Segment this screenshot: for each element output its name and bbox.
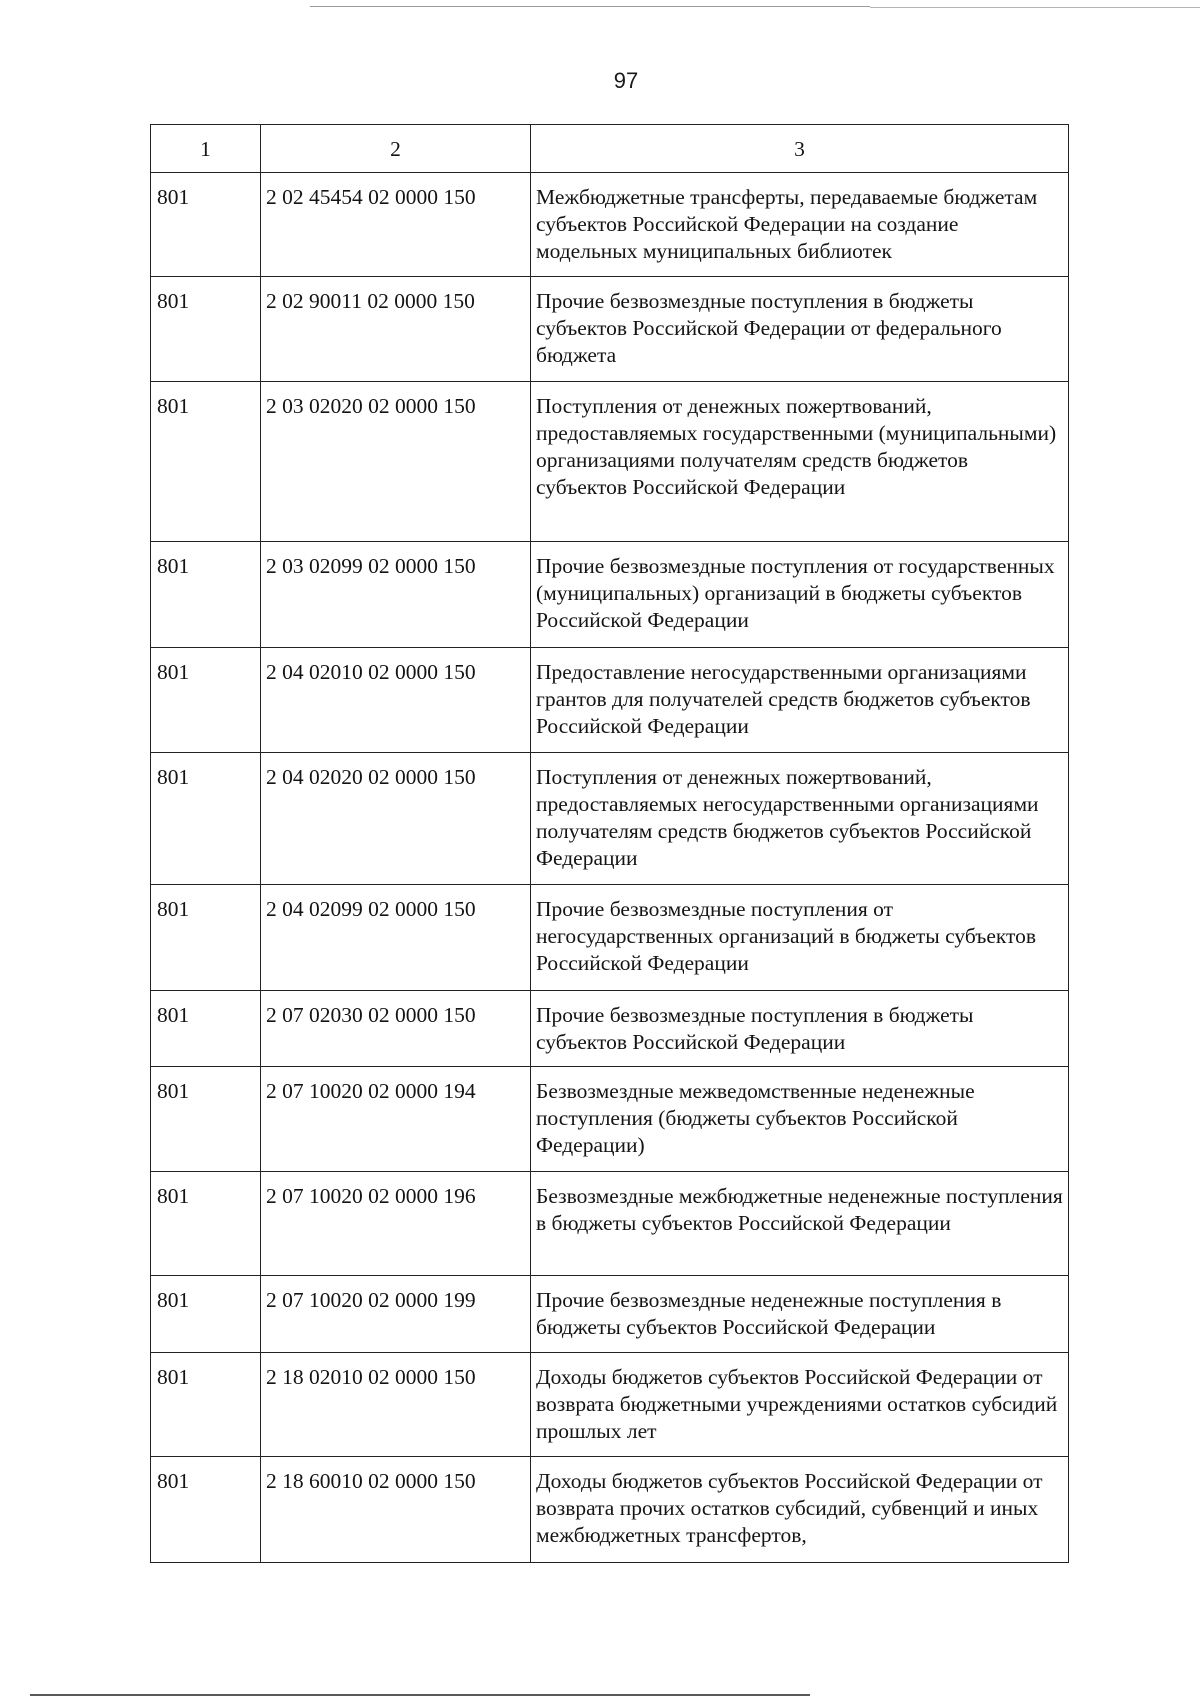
scan-edge-top-right — [870, 7, 1200, 8]
table-row — [151, 1353, 1069, 1457]
header-cell-1: 1 — [151, 125, 261, 173]
revenue-name-cell: Безвозмездные межбюджетные неденежные поступления в бюджеты субъектов Российской Федерации — [531, 1172, 1069, 1276]
header-cell-2: 2 — [261, 125, 531, 173]
admin-code-cell: 801 — [151, 1457, 261, 1563]
table-row — [151, 885, 1069, 991]
header-cell-3: 3 — [531, 125, 1069, 173]
admin-code-cell: 801 — [151, 1353, 261, 1457]
revenue-name-cell: Поступления от денежных пожертвований, предоставляемых государственными (муниципальными) организациями получателям средств бюджетов субъектов Российской Федерации — [531, 382, 1069, 542]
admin-code-cell: 801 — [151, 885, 261, 991]
admin-code-cell: 801 — [151, 753, 261, 885]
revenue-code-cell: 2 18 02010 02 0000 150 — [261, 1353, 531, 1457]
table-row — [151, 1457, 1069, 1563]
revenue-name-cell: Межбюджетные трансферты, передаваемые бюджетам субъектов Российской Федерации на создание модельных муниципальных библиотек — [531, 173, 1069, 277]
page-number: 97 — [613, 68, 639, 93]
revenue-code-cell: 2 07 02030 02 0000 150 — [261, 991, 531, 1067]
admin-code-cell: 801 — [151, 648, 261, 753]
table-row — [151, 382, 1069, 542]
revenue-code-cell: 2 02 45454 02 0000 150 — [261, 173, 531, 277]
revenue-code-cell: 2 03 02020 02 0000 150 — [261, 382, 531, 542]
table-row — [151, 1067, 1069, 1172]
revenue-name-cell: Прочие безвозмездные поступления от государственных (муниципальных) организаций в бюджеты субъектов Российской Федерации — [531, 542, 1069, 648]
revenue-code-cell: 2 04 02099 02 0000 150 — [261, 885, 531, 991]
table-header-row — [151, 125, 1069, 173]
admin-code-cell: 801 — [151, 542, 261, 648]
revenue-code-cell: 2 04 02020 02 0000 150 — [261, 753, 531, 885]
admin-code-cell: 801 — [151, 1067, 261, 1172]
admin-code-cell: 801 — [151, 991, 261, 1067]
revenue-name-cell: Прочие безвозмездные неденежные поступления в бюджеты субъектов Российской Федерации — [531, 1276, 1069, 1353]
revenue-code-cell: 2 18 60010 02 0000 150 — [261, 1457, 531, 1563]
table-row — [151, 991, 1069, 1067]
revenue-name-cell: Предоставление негосударственными организациями грантов для получателей средств бюджетов субъектов Российской Федерации — [531, 648, 1069, 753]
admin-code-cell: 801 — [151, 1172, 261, 1276]
admin-code-cell: 801 — [151, 382, 261, 542]
revenue-name-cell: Прочие безвозмездные поступления в бюджеты субъектов Российской Федерации от федерального бюджета — [531, 277, 1069, 382]
admin-code-cell: 801 — [151, 173, 261, 277]
table-row — [151, 277, 1069, 382]
admin-code-cell: 801 — [151, 277, 261, 382]
table-row — [151, 1276, 1069, 1353]
revenue-code-cell: 2 07 10020 02 0000 194 — [261, 1067, 531, 1172]
table-row — [151, 173, 1069, 277]
revenue-code-cell: 2 03 02099 02 0000 150 — [261, 542, 531, 648]
table-row — [151, 542, 1069, 648]
table-row — [151, 648, 1069, 753]
table-row — [151, 1172, 1069, 1276]
revenue-name-cell: Безвозмездные межведомственные неденежные поступления (бюджеты субъектов Российской Федерации) — [531, 1067, 1069, 1172]
revenue-codes-table — [150, 124, 1069, 1563]
revenue-name-cell: Прочие безвозмездные поступления от негосударственных организаций в бюджеты субъектов Российской Федерации — [531, 885, 1069, 991]
revenue-code-cell: 2 07 10020 02 0000 196 — [261, 1172, 531, 1276]
revenue-code-cell: 2 07 10020 02 0000 199 — [261, 1276, 531, 1353]
admin-code-cell: 801 — [151, 1276, 261, 1353]
scan-edge-top — [310, 6, 870, 7]
revenue-name-cell: Доходы бюджетов субъектов Российской Федерации от возврата бюджетными учреждениями остатков субсидий прошлых лет — [531, 1353, 1069, 1457]
scan-edge-bottom — [30, 1694, 810, 1696]
revenue-name-cell: Прочие безвозмездные поступления в бюджеты субъектов Российской Федерации — [531, 991, 1069, 1067]
table-row — [151, 753, 1069, 885]
revenue-code-cell: 2 04 02010 02 0000 150 — [261, 648, 531, 753]
revenue-name-cell: Поступления от денежных пожертвований, предоставляемых негосударственными организациями получателям средств бюджетов субъектов Российской Федерации — [531, 753, 1069, 885]
revenue-name-cell: Доходы бюджетов субъектов Российской Федерации от возврата прочих остатков субсидий, субвенций и иных межбюджетных трансфертов, — [531, 1457, 1069, 1563]
revenue-code-cell: 2 02 90011 02 0000 150 — [261, 277, 531, 382]
